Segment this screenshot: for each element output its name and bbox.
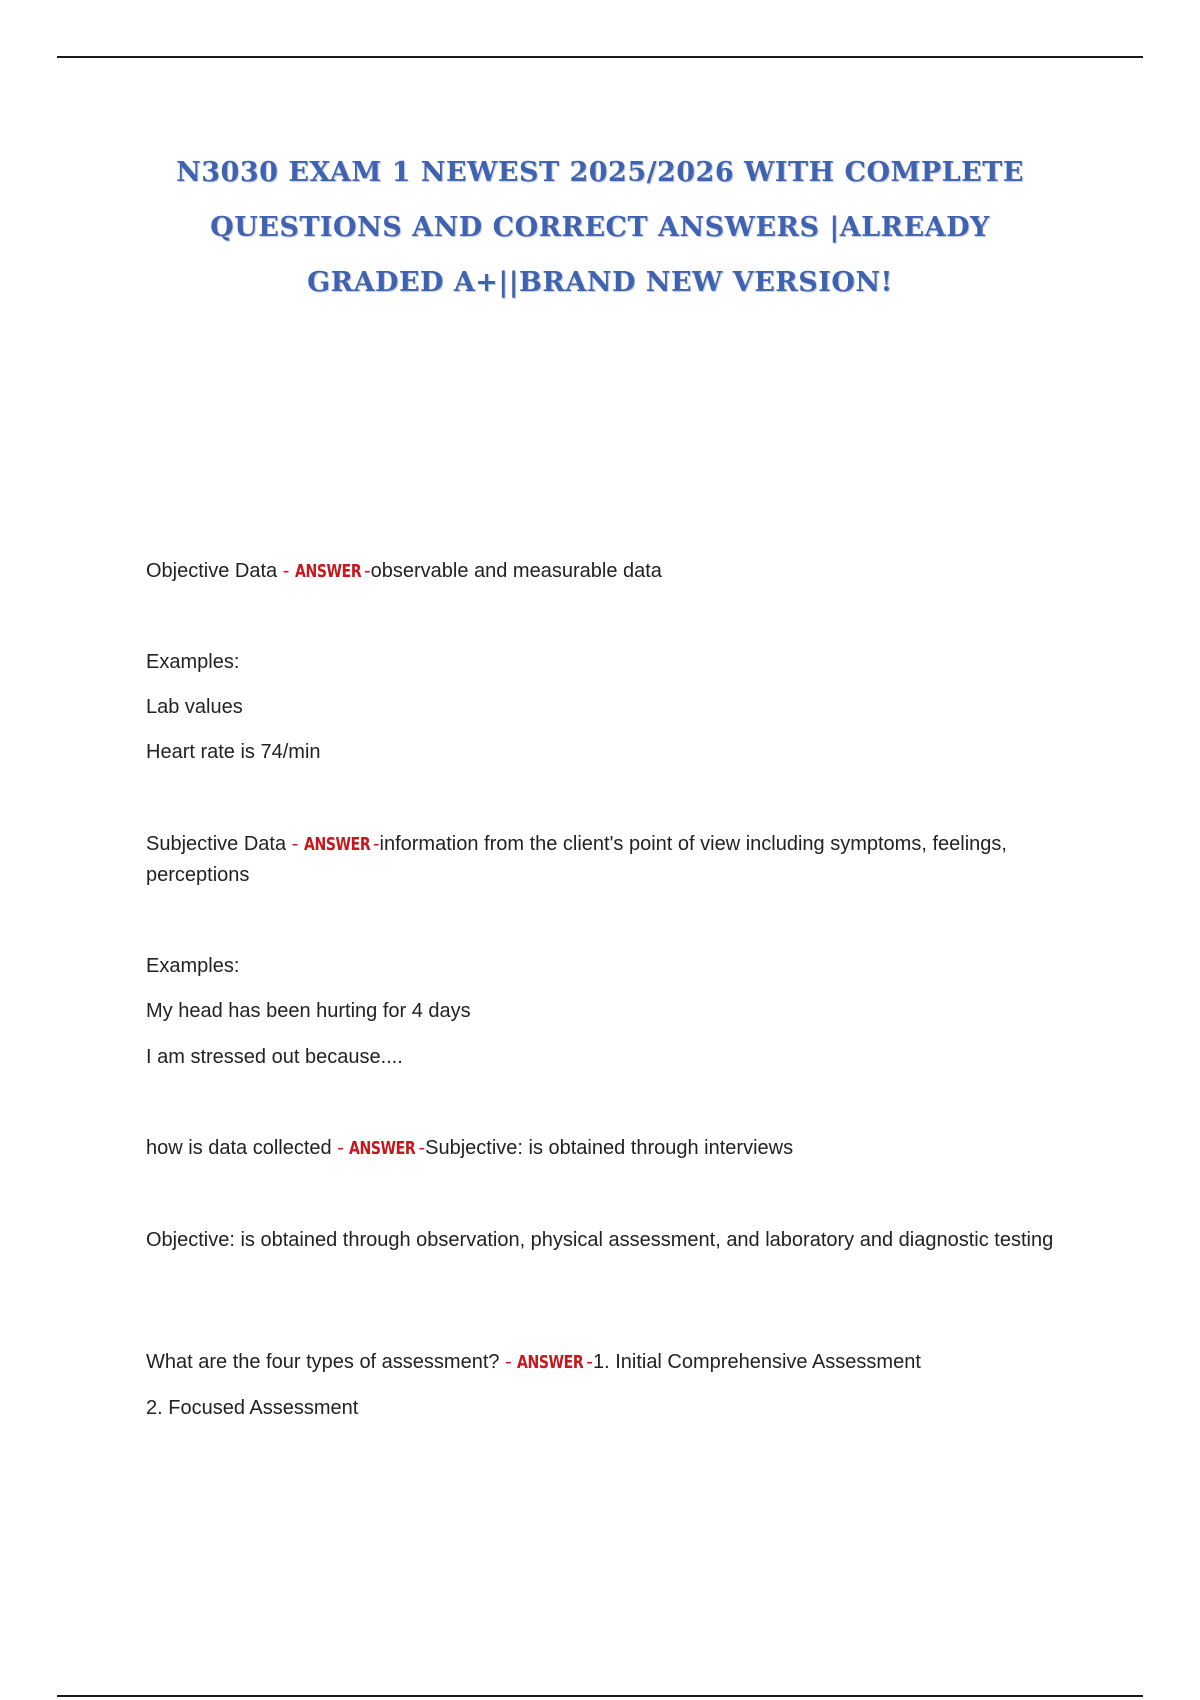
answer-label: ANSWER	[303, 834, 371, 855]
answer-dash: -	[418, 1137, 426, 1159]
answer-dash: -	[586, 1351, 593, 1373]
answer-text: observable and measurable data	[370, 560, 662, 582]
answer-separator: -	[286, 833, 304, 855]
question-term: how is data collected	[146, 1137, 332, 1159]
answer-separator: -	[331, 1137, 350, 1159]
text-line: Lab values	[146, 696, 243, 718]
answer-label: ANSWER	[294, 561, 362, 582]
text-line: 2. Focused Assessment	[146, 1397, 359, 1419]
text-line: Heart rate is 74/min	[146, 741, 321, 763]
answer-dash: -	[363, 560, 371, 582]
text-line: My head has been hurting for 4 days	[146, 1000, 471, 1022]
answer-dash: -	[372, 833, 380, 855]
answer-separator: -	[277, 560, 295, 582]
text-line: Objective: is obtained through observation, physical assessment, and laboratory and diagnostic testing	[146, 1229, 1054, 1251]
answer-label: ANSWER	[349, 1138, 416, 1159]
text-line: Examples:	[146, 651, 240, 673]
bottom-rule	[57, 1695, 1143, 1697]
answer-label: ANSWER	[517, 1352, 584, 1373]
question-term: Objective Data	[146, 560, 278, 582]
answer-text: Subjective: is obtained through interviews	[425, 1137, 794, 1159]
text-line: I am stressed out because....	[146, 1046, 403, 1068]
answer-text: 1. Initial Comprehensive Assessment	[592, 1351, 921, 1373]
qa-data-collection	[146, 1133, 1106, 1164]
qa-subjective-data	[146, 829, 1106, 890]
qa-objective-data	[146, 556, 1106, 587]
top-rule	[57, 56, 1143, 58]
text-line: Examples:	[146, 955, 240, 977]
qa-assessment-types	[146, 1347, 1106, 1378]
answer-separator: -	[499, 1351, 518, 1373]
answer-text: information from the client's point of view including symptoms, feelings, perceptions	[146, 833, 1007, 886]
document-title: N3030 EXAM 1 NEWEST 2025/2026 WITH COMPLETE QUESTIONS AND CORRECT ANSWERS |ALREADY GRADED A+||BRAND NEW VERSION!	[176, 157, 1024, 298]
question-term: What are the four types of assessment?	[146, 1351, 500, 1373]
question-term: Subjective Data	[146, 833, 287, 855]
